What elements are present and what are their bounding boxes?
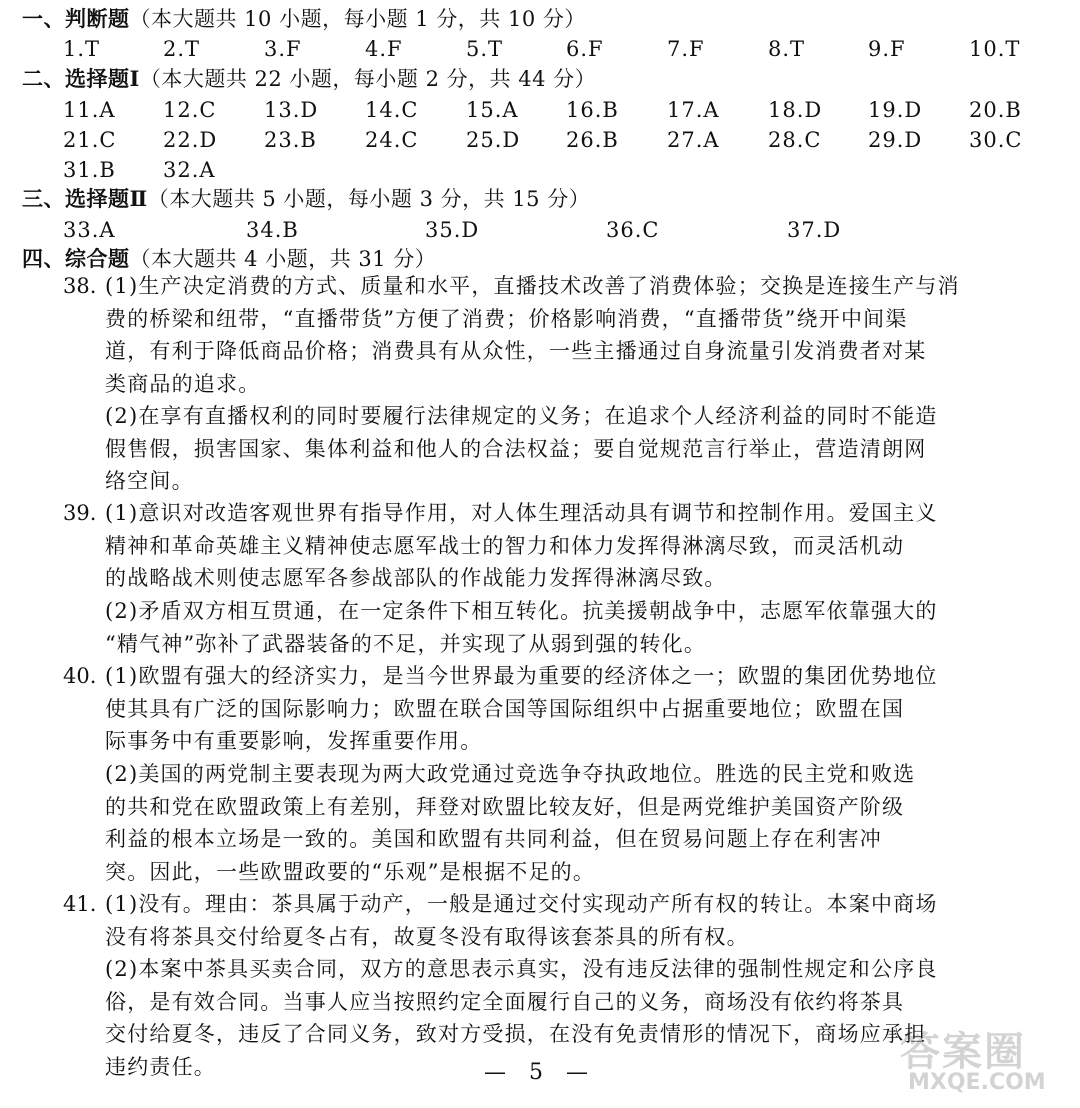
section-3-title: 三、选择题Ⅱ（本大题共 5 小题，每小题 3 分，共 15 分） bbox=[22, 186, 591, 211]
answer-item: 37.D bbox=[787, 218, 842, 242]
question-41-part-2: (2)本案中茶具买卖合同，双方的意思表示真实，没有违反法律的强制性规定和公序良 俗，是有效合同。当事人应当按照约定全面履行自己的义务，商场没有依约将茶具 交付给夏冬，违反了合同义务，致对方受损，在没有免责情形的情况下，商场应承担 违约责任。 bbox=[105, 957, 938, 1079]
question-38-number: 38. bbox=[63, 274, 97, 298]
answer-item: 9.F bbox=[868, 37, 906, 61]
question-41-part-1: (1)没有。理由：茶具属于动产，一般是通过交付实现动产所有权的转让。本案中商场 没有将茶具交付给夏冬占有，故夏冬没有取得该套茶具的所有权。 bbox=[105, 892, 938, 949]
answer-item: 20.B bbox=[969, 98, 1022, 122]
answer-item: 10.T bbox=[969, 37, 1021, 61]
watermark-bottom-text: MXQE.COM bbox=[908, 1070, 1046, 1095]
watermark-top-text: 答案圈 bbox=[900, 1029, 1026, 1075]
answers-row-5 bbox=[0, 216, 1080, 244]
answers-row-2 bbox=[0, 96, 1080, 124]
answer-item: 6.F bbox=[566, 37, 604, 61]
answer-item: 33.A bbox=[63, 218, 116, 242]
answer-item: 17.A bbox=[667, 98, 720, 122]
answer-item: 13.D bbox=[264, 98, 319, 122]
question-39-number: 39. bbox=[63, 501, 97, 525]
section-2-title: 二、选择题Ⅰ（本大题共 22 小题，每小题 2 分，共 44 分） bbox=[22, 66, 597, 91]
answer-item: 12.C bbox=[163, 98, 217, 122]
section-4-title: 四、综合题（本大题共 4 小题，共 31 分） bbox=[22, 246, 437, 271]
answer-item: 4.F bbox=[365, 37, 403, 61]
answer-item: 16.B bbox=[566, 98, 619, 122]
answer-item: 27.A bbox=[667, 128, 720, 152]
question-40-number: 40. bbox=[63, 664, 97, 688]
answer-item: 36.C bbox=[606, 218, 660, 242]
question-40-part-1: (1)欧盟有强大的经济实力，是当今世界最为重要的经济体之一；欧盟的集团优势地位 使其具有广泛的国际影响力；欧盟在联合国等国际组织中占据重要地位；欧盟在国 际事务中有重要影响，发挥重要作用。 bbox=[105, 664, 938, 753]
answer-item: 23.B bbox=[264, 128, 317, 152]
question-39-part-2: (2)矛盾双方相互贯通，在一定条件下相互转化。抗美援朝战争中，志愿军依靠强大的 “精气神”弥补了武器装备的不足，并实现了从弱到强的转化。 bbox=[105, 599, 938, 656]
answer-item: 32.A bbox=[163, 158, 216, 182]
answer-item: 18.D bbox=[768, 98, 823, 122]
answer-item: 3.F bbox=[264, 37, 302, 61]
answer-item: 14.C bbox=[365, 98, 419, 122]
answer-item: 15.A bbox=[466, 98, 519, 122]
answer-item: 1.T bbox=[63, 37, 101, 61]
answer-item: 22.D bbox=[163, 128, 218, 152]
question-41-number: 41. bbox=[63, 892, 97, 916]
answers-row-4 bbox=[0, 156, 1080, 184]
answer-item: 26.B bbox=[566, 128, 619, 152]
answer-item: 34.B bbox=[246, 218, 299, 242]
watermark-logo bbox=[900, 1020, 1060, 1100]
answer-item: 24.C bbox=[365, 128, 419, 152]
answer-item: 21.C bbox=[63, 128, 117, 152]
answer-item: 29.D bbox=[868, 128, 923, 152]
answer-item: 31.B bbox=[63, 158, 116, 182]
answer-item: 19.D bbox=[868, 98, 923, 122]
answers-row-3 bbox=[0, 126, 1080, 154]
answer-item: 28.C bbox=[768, 128, 822, 152]
answer-item: 5.T bbox=[466, 37, 504, 61]
question-40-part-2: (2)美国的两党制主要表现为两大政党通过竞选争夺执政地位。胜选的民主党和败选 的共和党在欧盟政策上有差别，拜登对欧盟比较友好，但是两党维护美国资产阶级 利益的根本立场是一致的。美国和欧盟有共同利益，但在贸易问题上存在利害冲 突。因此，一些欧盟政要的“乐观”是根据不足的。 bbox=[105, 762, 916, 884]
question-39-part-1: (1)意识对改造客观世界有指导作用，对人体生理活动具有调节和控制作用。爱国主义 精神和革命英雄主义精神使志愿军战士的智力和体力发挥得淋漓尽致，而灵活机动 的战略战术则使志愿军各参战部队的作战能力发挥得淋漓尽致。 bbox=[105, 501, 938, 590]
section-1-title: 一、判断题（本大题共 10 小题，每小题 1 分，共 10 分） bbox=[22, 6, 586, 31]
answer-item: 7.F bbox=[667, 37, 705, 61]
answer-item: 25.D bbox=[466, 128, 521, 152]
answer-item: 35.D bbox=[425, 218, 480, 242]
answer-item: 8.T bbox=[768, 37, 806, 61]
answer-item: 11.A bbox=[63, 98, 116, 122]
answer-item: 2.T bbox=[163, 37, 201, 61]
answer-item: 30.C bbox=[969, 128, 1023, 152]
page-number: — 5 — bbox=[484, 1060, 596, 1085]
question-38-part-2: (2)在享有直播权利的同时要履行法律规定的义务；在追求个人经济利益的同时不能造 假售假，损害国家、集体利益和他人的合法权益；要自觉规范言行举止，营造清朗网 络空间。 bbox=[105, 404, 938, 493]
answers-row-1 bbox=[0, 35, 1080, 63]
question-38-part-1: (1)生产决定消费的方式、质量和水平，直播技术改善了消费体验；交换是连接生产与消 费的桥梁和纽带，“直播带货”方便了消费；价格影响消费，“直播带货”绕开中间渠 道，有利于降低商品价格；消费具有从众性，一些主播通过自身流量引发消费者对某 类商品的追求。 bbox=[105, 274, 960, 396]
